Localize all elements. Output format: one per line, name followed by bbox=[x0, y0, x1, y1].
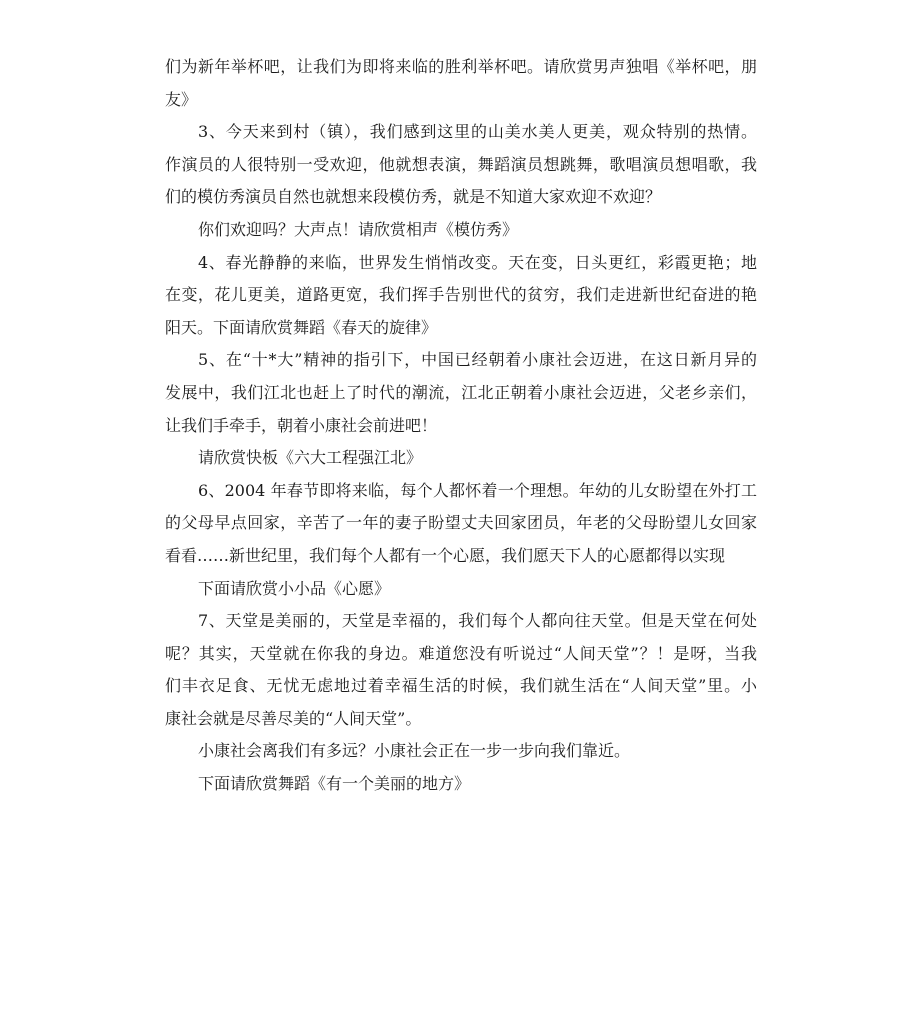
text-line: 们丰衣足食、无忧无虑地过着幸福生活的时候，我们就生活在“人间天堂”里。小 bbox=[165, 676, 757, 696]
program-intro-line: 你们欢迎吗？大声点！请欣赏相声《模仿秀》 bbox=[198, 219, 519, 239]
text-line: 的父母早点回家，辛苦了一年的妻子盼望丈夫回家团员，年老的父母盼望儿女回家 bbox=[165, 513, 757, 533]
text-line: 看看……新世纪里，我们每个人都有一个心愿，我们愿天下人的心愿都得以实现 bbox=[165, 545, 726, 565]
program-intro-line: 请欣赏快板《六大工程强江北》 bbox=[198, 448, 423, 468]
paragraph-4-line: 4、春光静静的来临，世界发生悄悄改变。天在变，日头更红，彩霞更艳；地 bbox=[198, 252, 757, 272]
text-line: 呢？其实，天堂就在你我的身边。难道您没有听说过“人间天堂”？！是呀，当我 bbox=[165, 643, 757, 663]
text-line: 发展中，我们江北也赶上了时代的潮流，江北正朝着小康社会迈进，父老乡亲们， bbox=[165, 382, 757, 402]
text-line: 让我们手牵手，朝着小康社会前进吧！ bbox=[165, 415, 438, 435]
document-body bbox=[165, 51, 757, 801]
text-line: 在变，花儿更美，道路更宽，我们挥手告别世代的贫穷，我们走进新世纪奋进的艳 bbox=[165, 285, 757, 305]
text-line: 们为新年举杯吧，让我们为即将来临的胜利举杯吧。请欣赏男声独唱《举杯吧，朋 bbox=[165, 57, 757, 76]
paragraph-6-line: 6、2004 年春节即将来临，每个人都怀着一个理想。年幼的儿女盼望在外打工 bbox=[198, 480, 757, 500]
text-line: 作演员的人很特别一受欢迎，他就想表演，舞蹈演员想跳舞，歌唱演员想唱歌，我 bbox=[165, 154, 757, 174]
text-line: 阳天。下面请欣赏舞蹈《春天的旋律》 bbox=[165, 317, 438, 337]
paragraph-7-line: 7、天堂是美丽的，天堂是幸福的，我们每个人都向往天堂。但是天堂在何处 bbox=[198, 611, 757, 631]
paragraph-5-line: 5、在“十*大”精神的指引下，中国已经朝着小康社会迈进，在这日新月异的 bbox=[198, 350, 757, 370]
text-line: 们的模仿秀演员自然也就想来段模仿秀，就是不知道大家欢迎不欢迎？ bbox=[165, 187, 662, 207]
text-line: 康社会就是尽善尽美的“人间天堂”。 bbox=[165, 708, 422, 728]
text-line: 小康社会离我们有多远？小康社会正在一步一步向我们靠近。 bbox=[198, 741, 631, 761]
program-intro-line: 下面请欣赏舞蹈《有一个美丽的地方》 bbox=[198, 774, 471, 794]
program-intro-line: 下面请欣赏小小品《心愿》 bbox=[198, 578, 391, 598]
paragraph-3-line: 3、今天来到村（镇），我们感到这里的山美水美人更美，观众特别的热情。 bbox=[198, 122, 757, 142]
text-line: 友》 bbox=[165, 89, 198, 109]
